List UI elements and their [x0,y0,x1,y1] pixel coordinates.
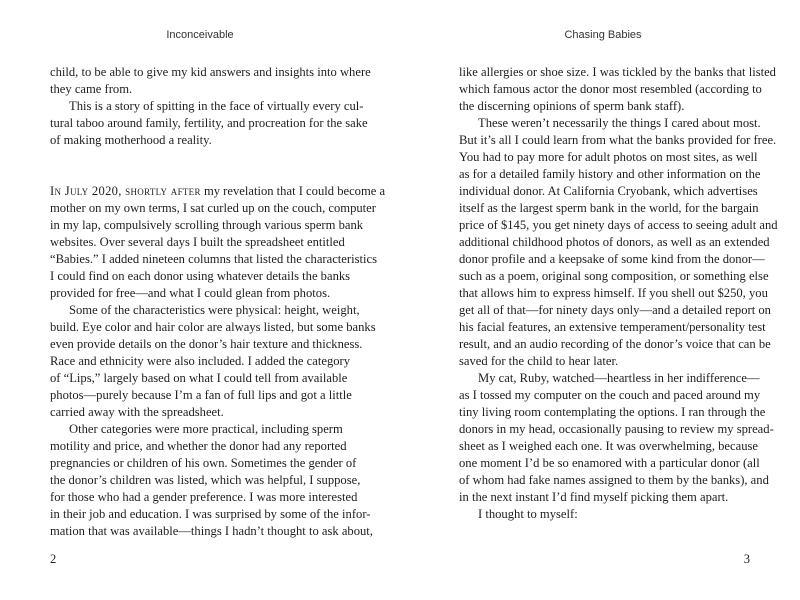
text-line: of making motherhood a reality. [50,133,212,147]
text-line: the donor’s children was listed, which was helpful, I suppose, [50,473,361,487]
page-number: 3 [743,552,750,566]
text-line: his facial features, an extensive temperament/personality test [459,320,766,334]
text-line: provided for free—and what I could glean from photos. [50,286,331,300]
text-line: the discerning opinions of sperm bank staff). [459,99,685,113]
text-line: Some of the characteristics were physical: height, weight, [69,303,360,317]
line-text: my revelation that I could become a [200,184,386,198]
text-line: even provide details on the donor’s hair texture and thickness. [50,337,363,351]
text-line: This is a story of spitting in the face of virtually every cul- [69,99,364,113]
body-text [50,64,386,540]
text-line: one moment I’d be so enamored with a particular donor (all [459,456,760,470]
text-line: individual donor. At California Cryobank, which advertises [459,184,758,198]
text-line [50,183,386,200]
right-page [400,0,800,600]
text-line: build. Eye color and hair color are always listed, but some banks [50,320,376,334]
text-line: of whom had fake names assigned to them by the banks), and [459,473,769,487]
text-line: “Babies.” I added nineteen columns that listed the characteristics [50,252,377,266]
text-line: photos—purely because I’m a fan of full lips and got a little [50,388,352,402]
running-head-book-title: Inconceivable [166,29,234,41]
section-opening-smallcaps: In July 2020, shortly after [50,184,201,198]
text-line: You had to pay more for adult photos on most sites, as well [459,150,758,164]
text-line: donors in my head, occasionally pausing to review my spread- [459,422,774,436]
text-line: My cat, Ruby, watched—heartless in her indifference— [478,371,760,385]
text-line: I could find on each donor using whatever details the banks [50,269,351,283]
text-line: itself as the largest sperm bank in the world, for the bargain [459,201,759,215]
text-line: websites. Over several days I built the spreadsheet entitled [50,235,345,249]
text-line: But it’s all I could learn from what the banks provided for free. [459,133,777,147]
text-line: These weren’t necessarily the things I cared about most. [478,116,761,130]
text-line: tiny living room contemplating the options. I ran through the [459,405,766,419]
text-line: tural taboo around family, fertility, and procreation for the sake [50,116,368,130]
text-line: get all of that—for ninety days only—and a detailed report on [459,303,771,317]
text-line: motility and price, and whether the donor had any reported [50,439,347,453]
text-line: mother on my own terms, I sat curled up on the couch, computer [50,201,376,215]
text-line: they came from. [50,82,133,96]
text-line: that allows him to express himself. If you shell out $250, you [459,286,768,300]
text-line: which famous actor the donor most resembled (according to [459,82,762,96]
text-line: donor profile and a keepsake of some kind from the donor— [459,252,765,266]
text-line: mation that was available—things I hadn’t thought to ask about, [50,524,373,538]
text-line: sheet as I weighed each one. It was overwhelming, because [459,439,758,453]
text-line: I thought to myself: [478,507,578,521]
text-line: child, to be able to give my kid answers and insights into where [50,65,371,79]
text-line: in my lap, compulsively scrolling through various sperm bank [50,218,364,232]
section-break [50,149,341,183]
text-line: of “Lips,” largely based on what I could tell from available [50,371,348,385]
text-line: as I tossed my computer on the couch and paced around my [459,388,761,402]
running-head-chapter-title: Chasing Babies [564,29,642,41]
text-line: additional childhood photos of donors, as well as an extended [459,235,770,249]
text-line: saved for the child to hear later. [459,354,619,368]
text-line: price of $145, you get ninety days of access to seeing adult and [459,218,778,232]
text-line: Race and ethnicity were also included. I added the category [50,354,351,368]
text-line: carried away with the spreadsheet. [50,405,224,419]
text-line: in their job and education. I was surprised by some of the infor- [50,507,371,521]
text-line: in the next instant I’d find myself picking them apart. [459,490,729,504]
text-line: as for a detailed family history and other information on the [459,167,761,181]
body-text [459,64,778,523]
text-line: result, and an audio recording of the donor’s voice that can be [459,337,771,351]
text-line: for those who had a gender preference. I was more interested [50,490,358,504]
page-number: 2 [50,552,57,566]
text-line: pregnancies or children of his own. Sometimes the gender of [50,456,357,470]
text-line: such as a poem, original song composition, or something else [459,269,769,283]
text-line: like allergies or shoe size. I was tickled by the banks that listed [459,65,776,79]
text-line: Other categories were more practical, including sperm [69,422,343,436]
